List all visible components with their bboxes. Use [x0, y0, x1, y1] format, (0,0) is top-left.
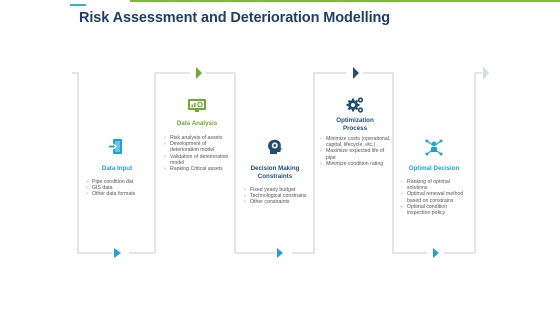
step-1-list	[86, 179, 152, 198]
step-4-heading: Optimization Process	[336, 117, 374, 132]
page-title: Risk Assessment and Deterioration Modelling	[79, 10, 391, 26]
list-item: › Maximize expected life of pipe	[320, 148, 392, 160]
list-item: › Development of deterioration model	[164, 141, 236, 153]
list-item: › Technological constrains	[244, 193, 312, 199]
list-item: › Risk analysis of assets	[164, 135, 236, 141]
step-2-list	[164, 135, 236, 172]
door-enter-icon	[107, 137, 127, 162]
network-person-icon	[424, 137, 444, 162]
step-2-heading: Data Analysis	[176, 120, 218, 127]
step-3-heading: Decision Making Constraints	[250, 165, 300, 180]
list-item: › Optimal condition inspection policy	[401, 204, 469, 216]
step-4-list	[320, 136, 392, 167]
frame-step-5	[444, 73, 482, 253]
chart-monitor-icon	[187, 96, 207, 121]
list-item: › Minimize condition rating	[320, 161, 392, 167]
arrow-step-5	[433, 248, 439, 258]
step-3-list	[244, 187, 312, 206]
step-1-heading: Data Input	[101, 165, 133, 172]
arrow-step-3	[277, 248, 283, 258]
list-item: › Other constraints	[244, 199, 312, 205]
list-item: › Other data formats	[86, 191, 152, 197]
head-gear-icon	[265, 137, 285, 162]
step-5-list	[401, 179, 469, 216]
list-item: › Optimal renewal method based on constrains	[401, 191, 469, 203]
step-5-heading: Optimal Decision	[408, 165, 460, 172]
list-item: › Ranking Critical assets	[164, 166, 236, 172]
frame-step-1	[72, 73, 112, 253]
list-item: › Validation of deterioration model	[164, 154, 236, 166]
list-item: › Ranking of optimal solutions	[401, 179, 469, 191]
list-item: › Fixed yearly budget	[244, 187, 312, 193]
arrow-end	[483, 66, 489, 80]
arrow-step-1	[114, 248, 121, 258]
list-item: › Minimize costs (operational, capital, lifecycle, etc.)	[320, 136, 392, 148]
arrow-step-2	[196, 67, 202, 79]
list-item: › GIS data	[86, 185, 152, 191]
arrow-step-4	[353, 67, 359, 79]
list-item: › Pipe condition dat	[86, 179, 152, 185]
